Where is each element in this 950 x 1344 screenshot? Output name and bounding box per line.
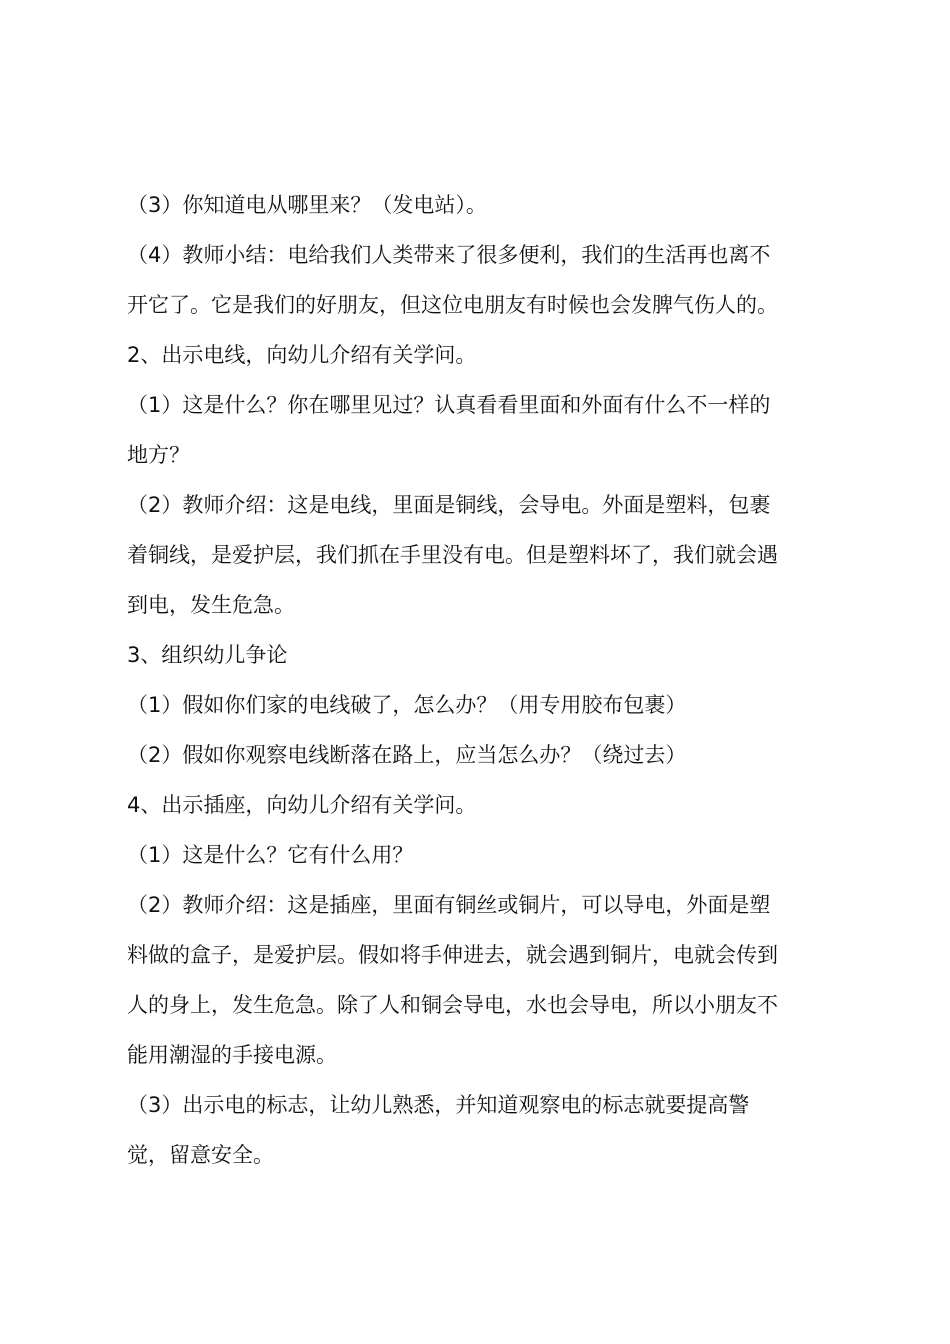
text-line: 到电，发生危急。 <box>127 593 295 617</box>
text-line: （2）教师介绍：这是电线，里面是铜线，会导电。外面是塑料，包裹 <box>127 493 771 517</box>
text-line: 能用潮湿的手接电源。 <box>127 1043 337 1067</box>
section-heading: 4、出示插座，向幼儿介绍有关学问。 <box>127 793 477 817</box>
text-line: （1）这是什么？它有什么用？ <box>127 843 414 867</box>
section-heading: 2、出示电线，向幼儿介绍有关学问。 <box>127 343 477 367</box>
text-line: （1）这是什么？你在哪里见过？认真看看里面和外面有什么不一样的 <box>127 393 771 417</box>
text-line: 人的身上，发生危急。除了人和铜会导电，水也会导电，所以小朋友不 <box>127 993 778 1017</box>
text-line: 地方？ <box>127 443 190 467</box>
text-line: （4）教师小结：电给我们人类带来了很多便利，我们的生活再也离不 <box>127 243 771 267</box>
text-line: （2）教师介绍：这是插座，里面有铜丝或铜片，可以导电，外面是塑 <box>127 893 771 917</box>
document-body <box>127 180 833 1180</box>
text-line: （3）出示电的标志，让幼儿熟悉，并知道观察电的标志就要提高警 <box>127 1093 750 1117</box>
text-line: 料做的盒子，是爱护层。假如将手伸进去，就会遇到铜片，电就会传到 <box>127 943 778 967</box>
text-line: 开它了。它是我们的好朋友，但这位电朋友有时候也会发脾气伤人的。 <box>127 293 778 317</box>
text-line: 着铜线，是爱护层，我们抓在手里没有电。但是塑料坏了，我们就会遇 <box>127 543 778 567</box>
section-heading: 3、组织幼儿争论 <box>127 643 288 667</box>
text-line: （2）假如你观察电线断落在路上，应当怎么办？（绕过去） <box>127 743 687 767</box>
text-line: 觉，留意安全。 <box>127 1143 274 1167</box>
text-line: （1）假如你们家的电线破了，怎么办？（用专用胶布包裹） <box>127 693 687 717</box>
text-line: （3）你知道电从哪里来？（发电站）。 <box>127 193 487 217</box>
